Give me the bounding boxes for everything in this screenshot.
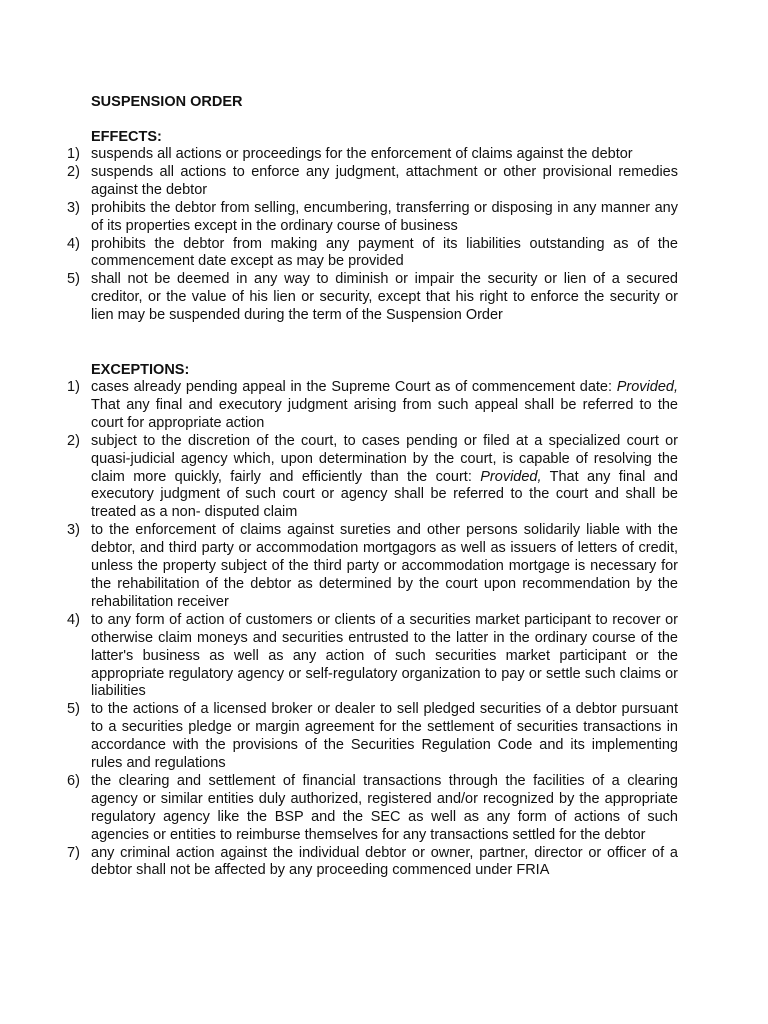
item-number: 3) — [67, 522, 80, 539]
exceptions-item — [0, 612, 678, 702]
item-number: 6) — [67, 772, 80, 789]
item-number: 1) — [67, 146, 80, 162]
effects-item — [0, 146, 678, 164]
exceptions-item — [0, 379, 678, 433]
item-number: 4) — [67, 235, 80, 252]
item-emphasis: Provided, — [480, 468, 542, 485]
exceptions-item — [0, 845, 678, 881]
item-text: prohibits the debtor from selling, encumbering, transferring or disposing in any manner any of its properties except in the ordinary course of business — [91, 199, 678, 234]
exceptions-item — [0, 433, 678, 523]
exceptions-heading: EXCEPTIONS: — [91, 362, 190, 378]
item-text: the clearing and settlement of financial transactions through the facilities of a clearing agency or similar entities duly authorized, registered and/or recognized by the appropriate regulatory agency like the BSP and the SEC as well as any form of actions of such agencies or entities to reimburse themselves for any transactions settled for the debtor — [91, 772, 678, 843]
item-text: to the actions of a licensed broker or dealer to sell pledged securities of a debtor pursuant to a securities pledge or margin agreement for the settlement of securities transactions in accordance with the provisions of the Securities Regulation Code and its implementing rules and regulations — [91, 701, 678, 772]
item-text — [91, 379, 678, 431]
item-number: 5) — [67, 271, 80, 288]
item-emphasis: Provided, — [616, 379, 678, 395]
item-number: 4) — [67, 611, 80, 628]
item-text: any criminal action against the individual debtor or owner, partner, director or officer of a debtor shall not be affected by any proceeding commenced under FRIA — [91, 844, 678, 879]
item-text: to any form of action of customers or clients of a securities market participant to recover or otherwise claim moneys and securities entrusted to the latter in the ordinary course of the latter's business as well as any action of such securities market participant or the appropriate regulatory agency or self-regulatory organization to pay or settle such claims or liabilities — [91, 611, 678, 700]
item-number: 1) — [67, 379, 80, 395]
item-text: shall not be deemed in any way to diminish or impair the security or lien of a secured creditor, or the value of his lien or security, except that his right to enforce the security or lien may be suspended during the term of the Suspension Order — [91, 271, 678, 324]
exceptions-item — [0, 701, 678, 773]
exceptions-item — [0, 773, 678, 845]
effects-item — [0, 164, 678, 200]
effects-heading: EFFECTS: — [91, 129, 162, 145]
exceptions-item — [0, 522, 678, 612]
item-text: prohibits the debtor from making any payment of its liabilities outstanding as of the commencement date except as may be provided — [91, 235, 678, 270]
effects-item — [0, 200, 678, 236]
item-number: 2) — [67, 163, 80, 180]
item-text-after: That any final and executory judgment arising from such appeal shall be referred to the court for appropriate action — [91, 396, 678, 431]
item-number: 5) — [67, 701, 80, 718]
item-text: to the enforcement of claims against sureties and other persons solidarily liable with the debtor, and third party or accommodation mortgagors as well as issuers of letters of credit, unless the property subject of the third party or accommodation mortgage is necessary for the rehabilitation of the debtor as determined by the court upon recommendation by the rehabilitation receiver — [91, 522, 678, 610]
effects-item — [0, 271, 678, 325]
effects-item — [0, 236, 678, 272]
item-number: 3) — [67, 199, 80, 216]
item-number: 7) — [67, 844, 80, 861]
item-text-after: That any final and executory judgment of such court or agency shall be referred to the court and shall be treated as a non- disputed claim — [91, 468, 678, 521]
item-text — [91, 433, 678, 521]
item-text-before: cases already pending appeal in the Supreme Court as of commencement date: — [91, 379, 617, 395]
item-text-before: subject to the discretion of the court, to cases pending or filed at a specialized court or quasi-judicial agency which, upon determination by the court, is capable of resolving the claim more quickly, fairly and efficiently than the court: — [91, 432, 678, 485]
effects-list — [0, 146, 678, 325]
item-number: 2) — [67, 432, 80, 449]
item-text: suspends all actions to enforce any judgment, attachment or other provisional remedies against the debtor — [91, 163, 678, 198]
item-text: suspends all actions or proceedings for the enforcement of claims against the debtor — [91, 146, 633, 162]
exceptions-list — [0, 379, 678, 880]
document-title: SUSPENSION ORDER — [91, 94, 243, 110]
